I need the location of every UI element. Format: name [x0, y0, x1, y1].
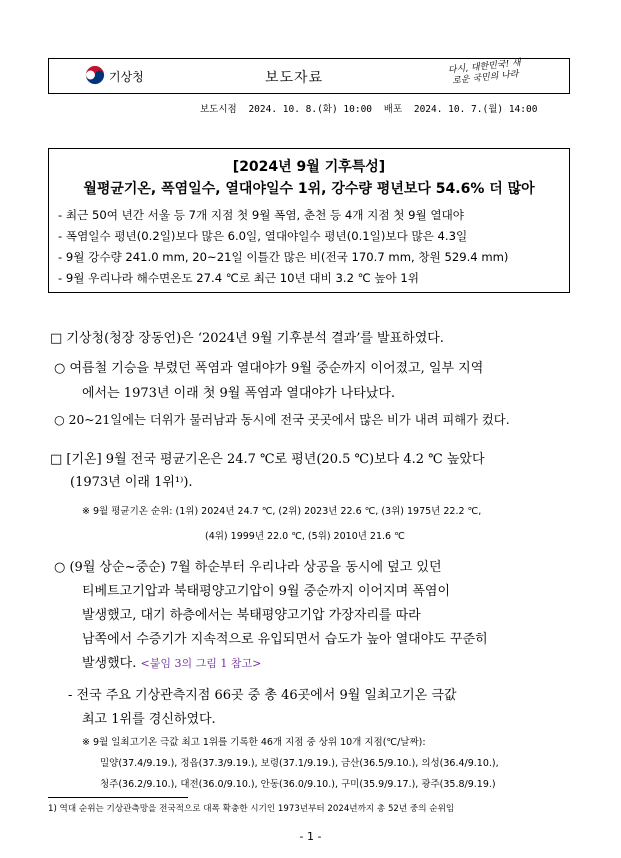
- release-label: 보도시점: [200, 104, 237, 115]
- release-value: 2024. 10. 8.(화) 10:00: [248, 104, 373, 115]
- government-slogan: 다시, 대한민국! 새로운 국민의 나라: [447, 58, 522, 87]
- paragraph-heatwave-line2: 에서는 1973년 이래 첫 9월 폭염과 열대야가 나타났다.: [82, 386, 396, 401]
- summary-subtitle: 월평균기온, 폭염일수, 열대야일수 1위, 강수량 평년보다 54.6% 더 많아: [83, 181, 535, 197]
- footnote: 1) 역대 순위는 기상관측망을 전국적으로 대폭 확충한 시기인 1973년부터 2024년까지 총 52년 중의 순위임: [48, 804, 455, 814]
- note-record-stations-line3: 청주(36.2/9.10.), 대전(36.0/9.10.), 안동(36.0/9.10.), 구미(35.9/9.17.), 광주(35.8/9.19.): [100, 779, 496, 790]
- kma-logo-icon: [85, 65, 105, 85]
- paragraph-cause-line5-text: 발생했다.: [82, 656, 137, 671]
- paragraph-temperature-line1: □ [기온] 9월 전국 평균기온은 24.7 ℃로 평년(20.5 ℃)보다 4.2 ℃ 높았다: [50, 452, 485, 467]
- page-number: - 1 -: [299, 830, 322, 843]
- summary-bullet: - 폭염일수 평년(0.2일)보다 많은 6.0일, 열대야일수 평년(0.1일)보다 많은 4.3일: [58, 229, 468, 243]
- note-temperature-ranking-line2: (4위) 1999년 22.0 ℃, (5위) 2010년 21.6 ℃: [205, 531, 405, 542]
- paragraph-cause-line4: 남쪽에서 수증기가 지속적으로 유입되면서 습도가 높아 열대야도 꾸준히: [82, 632, 488, 647]
- paragraph-heatwave-line1: ○ 여름철 기승을 부렸던 폭염과 열대야가 9월 중순까지 이어졌고, 일부 지역: [54, 361, 484, 376]
- paragraph-cause-line2: 티베트고기압과 북태평양고기압이 9월 중순까지 이어지며 폭염이: [82, 584, 450, 599]
- agency-name: 기상청: [109, 70, 144, 84]
- distribution-label: 배포: [383, 104, 403, 115]
- summary-bullet: - 9월 우리나라 해수면온도 27.4 ℃로 최근 10년 대비 3.2 ℃ 높아 1위: [58, 271, 419, 285]
- paragraph-announcement: □ 기상청(청장 장동언)은 ‘2024년 9월 기후분석 결과’를 발표하였다.: [50, 331, 444, 346]
- paragraph-cause-line3: 발생했고, 대기 하층에서는 북태평양고기압 가장자리를 따라: [82, 608, 421, 623]
- summary-title: [2024년 9월 기후특성]: [232, 159, 386, 175]
- distribution-value: 2024. 10. 7.(월) 14:00: [413, 104, 538, 115]
- appendix-reference-link[interactable]: <붙임 3의 그림 1 참고>: [140, 657, 262, 670]
- summary-bullet: - 최근 50여 년간 서울 등 7개 지점 첫 9월 폭염, 춘천 등 4개 지점 첫 9월 열대야: [58, 208, 464, 222]
- summary-bullet: - 9월 강수량 241.0 mm, 20~21일 이틀간 많은 비(전국 170.7 mm, 창원 529.4 mm): [58, 250, 509, 264]
- paragraph-cause-line5: [82, 652, 261, 671]
- document-type: 보도자료: [265, 70, 324, 86]
- note-record-stations-line1: ※ 9월 일최고기온 극값 최고 1위를 기록한 46개 지점 중 상위 10개 지점(℃/날짜):: [82, 737, 426, 748]
- paragraph-record-line2: 최고 1위를 경신하였다.: [82, 712, 216, 727]
- paragraph-record-line1: - 전국 주요 기상관측지점 66곳 중 총 46곳에서 9월 일최고기온 극값: [68, 688, 457, 703]
- release-dates: [200, 101, 543, 115]
- note-record-stations-line2: 밀양(37.4/9.19.), 정읍(37.3/9.19.), 보령(37.1/9.19.), 금산(36.5/9.10.), 의성(36.4/9.10.),: [100, 758, 499, 769]
- paragraph-temperature-line2: (1973년 이래 1위¹⁾).: [70, 475, 193, 490]
- paragraph-rainfall: ○ 20~21일에는 더위가 물러남과 동시에 전국 곳곳에서 많은 비가 내려 피해가 컸다.: [54, 413, 510, 427]
- paragraph-cause-line1: ○ (9월 상순~중순) 7월 하순부터 우리나라 상공을 동시에 덮고 있던: [54, 560, 442, 575]
- note-temperature-ranking-line1: ※ 9월 평균기온 순위: (1위) 2024년 24.7 ℃, (2위) 2023년 22.6 ℃, (3위) 1975년 22.2 ℃,: [82, 506, 482, 517]
- footnote-divider: [48, 797, 188, 798]
